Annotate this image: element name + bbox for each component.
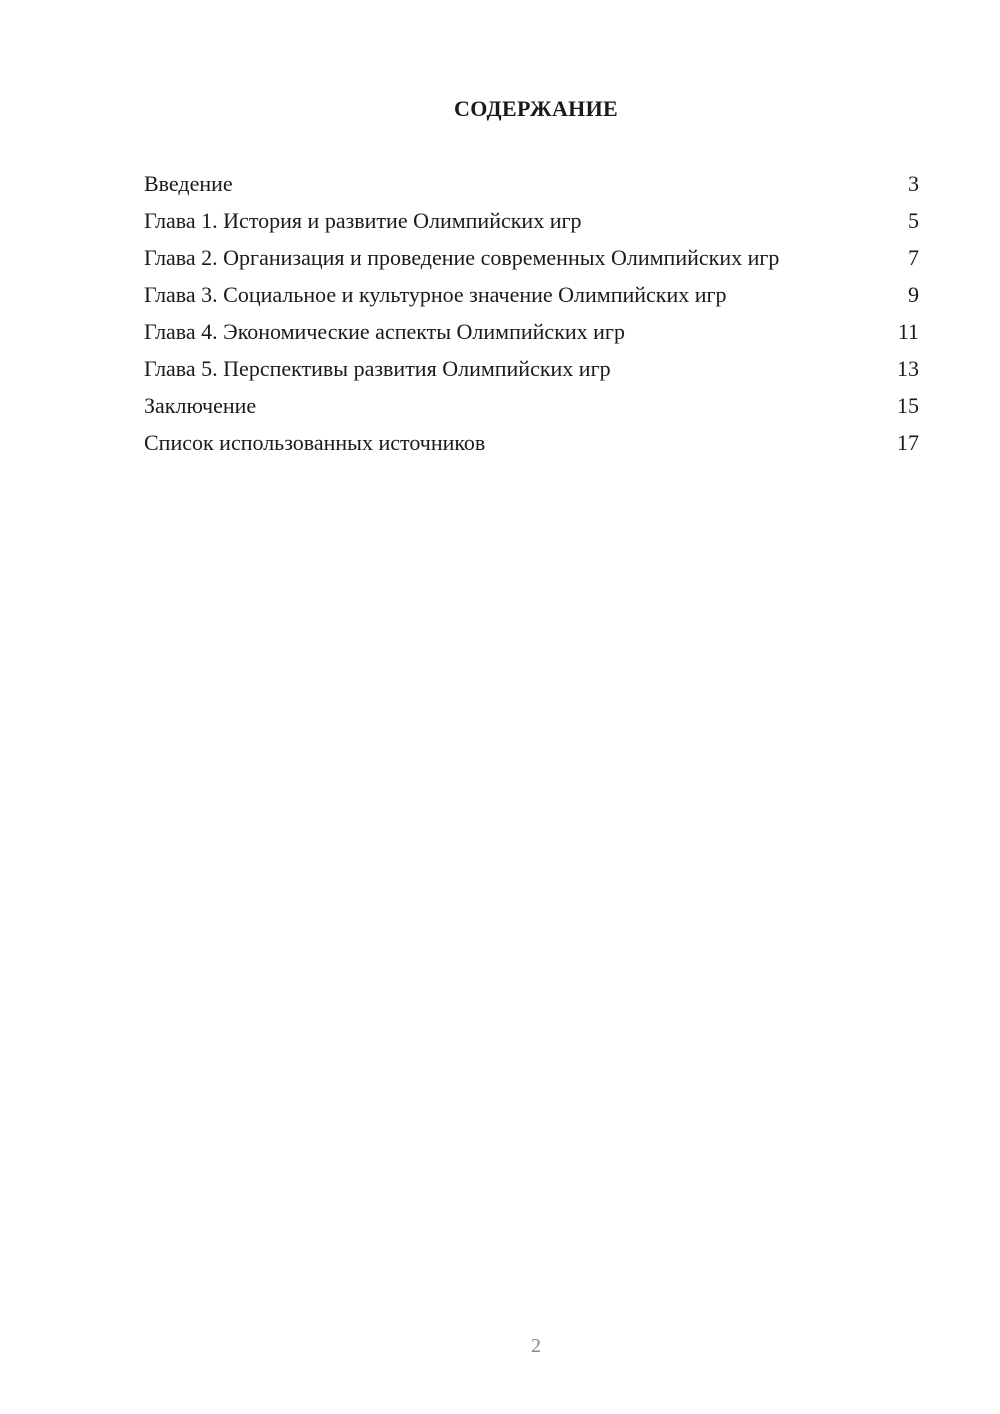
toc-entry-chapter-3[interactable] <box>144 281 919 308</box>
toc-entry-page: 7 <box>908 245 919 270</box>
toc-entry-label: Введение <box>144 171 233 196</box>
toc-entry-conclusion[interactable] <box>144 392 919 419</box>
toc-entry-label: Глава 5. Перспективы развития Олимпийских игр <box>144 356 611 381</box>
toc-entry-chapter-1[interactable] <box>144 207 919 234</box>
toc-entry-references[interactable] <box>144 429 919 456</box>
toc-entry-chapter-5[interactable] <box>144 355 919 382</box>
toc-entry-page: 11 <box>897 319 919 344</box>
toc-entry-label: Глава 4. Экономические аспекты Олимпийских игр <box>144 319 625 344</box>
toc-entry-label: Заключение <box>144 393 257 418</box>
toc-entry-page: 13 <box>897 356 919 381</box>
toc-entry-introduction[interactable] <box>144 170 919 197</box>
toc-entry-chapter-4[interactable] <box>144 318 919 345</box>
toc-entry-label: Глава 1. История и развитие Олимпийских игр <box>144 208 582 233</box>
toc-entry-page: 9 <box>908 282 919 307</box>
toc-entry-chapter-2[interactable] <box>144 244 919 271</box>
toc-entry-page: 15 <box>897 393 919 418</box>
toc-entry-page: 5 <box>908 208 919 233</box>
toc-entry-page: 3 <box>908 171 919 196</box>
toc-entry-label: Список использованных источников <box>144 430 486 455</box>
table-of-contents <box>144 170 919 466</box>
toc-entry-page: 17 <box>897 430 919 455</box>
toc-entry-label: Глава 2. Организация и проведение современных Олимпийских игр <box>144 245 780 270</box>
toc-entry-label: Глава 3. Социальное и культурное значение Олимпийских игр <box>144 282 727 307</box>
page-number: 2 <box>531 1335 541 1357</box>
page-title: СОДЕРЖАНИЕ <box>454 96 618 121</box>
